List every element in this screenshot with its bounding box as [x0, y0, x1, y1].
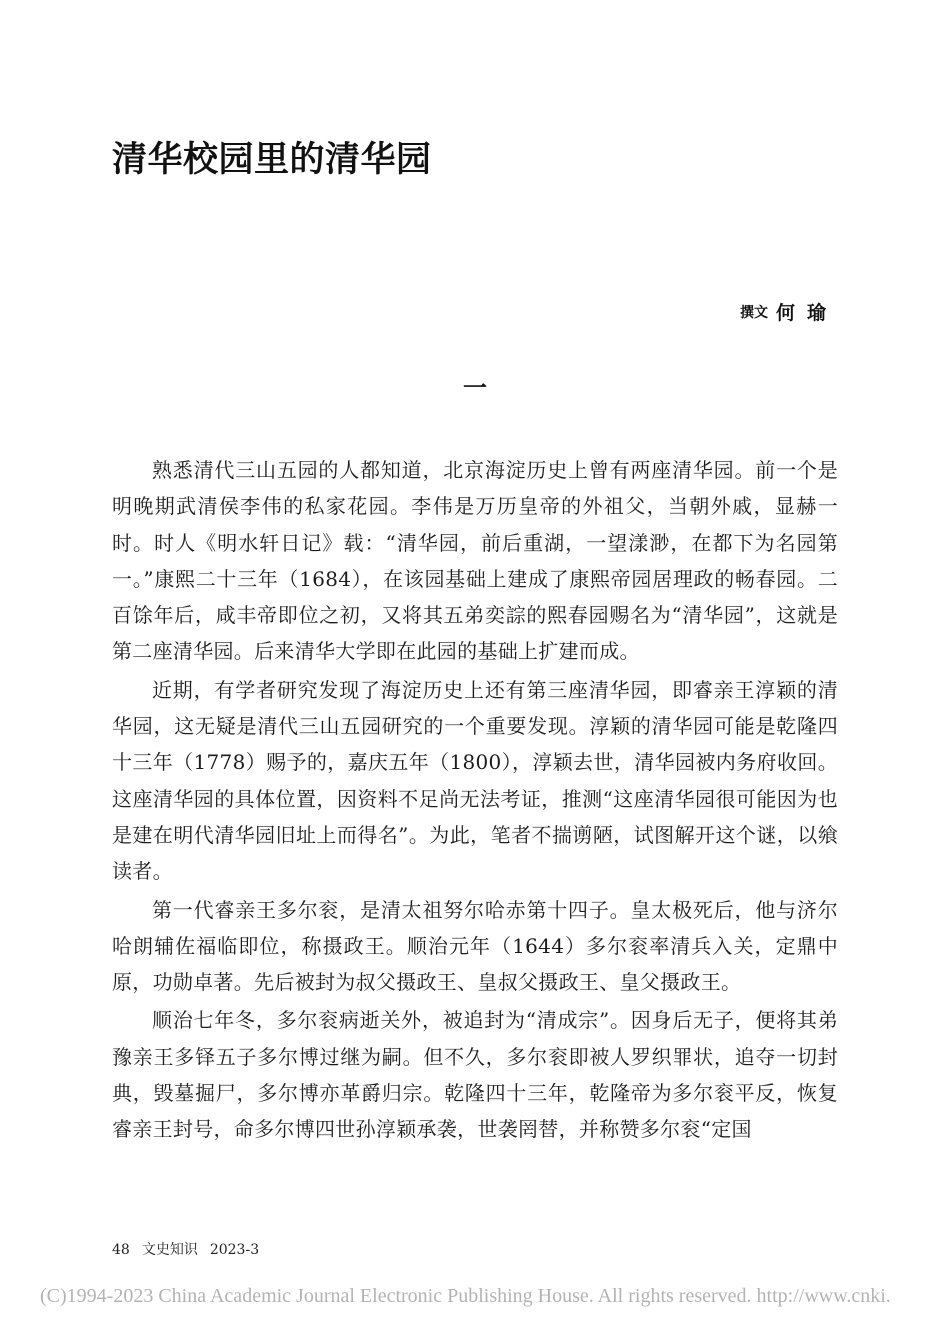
- page-number: 48: [112, 1242, 130, 1258]
- author-name: 何瑜: [775, 302, 838, 324]
- journal-issue: 2023-3: [209, 1242, 260, 1258]
- paragraph: 顺治七年冬，多尔衮病逝关外，被追封为“清成宗”。因身后无子，便将其弟豫亲王多铎五子多尔博过继为嗣。但不久，多尔衮即被人罗织罪状，追夺一切封典，毁墓掘尸，多尔博亦革爵归宗。乾隆四十三年，乾隆帝为多尔衮平反，恢复睿亲王封号，命多尔博四世孙淳颖承袭，世袭罔替，并称赞多尔衮“定国: [112, 1008, 838, 1142]
- byline: [740, 298, 838, 325]
- article-title: 清华校园里的清华园: [112, 140, 432, 180]
- byline-label: 撰文: [739, 304, 768, 321]
- paragraph: 近期，有学者研究发现了海淀历史上还有第三座清华园，即睿亲王淳颖的清华园，这无疑是清代三山五园研究的一个重要发现。淳颖的清华园可能是乾隆四十三年（1778）赐予的，嘉庆五年（1800），淳颖去世，清华园被内务府收回。这座清华园的具体位置，因资料不足尚无法考证，推测“这座清华园很可能因为也是建在明代清华园旧址上而得名”。为此，笔者不揣谫陋，试图解开这个谜，以飨读者。: [112, 677, 838, 884]
- page-footer: [112, 1240, 271, 1260]
- copyright-watermark: (C)1994-2023 China Academic Journal Electronic Publishing House. All rights reserved. http://www.cnki.: [40, 1285, 891, 1307]
- section-number: 一: [463, 374, 487, 402]
- article-body: [112, 452, 838, 1150]
- journal-name: 文史知识: [141, 1242, 198, 1258]
- paragraph: 第一代睿亲王多尔衮，是清太祖努尔哈赤第十四子。皇太极死后，他与济尔哈朗辅佐福临即位，称摄政王。顺治元年（1644）多尔衮率清兵入关，定鼎中原，功勋卓著。先后被封为叔父摄政王、皇叔父摄政王、皇父摄政王。: [112, 897, 838, 995]
- paragraph: 熟悉清代三山五园的人都知道，北京海淀历史上曾有两座清华园。前一个是明晚期武清侯李伟的私家花园。李伟是万历皇帝的外祖父，当朝外戚，显赫一时。时人《明水轩日记》载：“清华园，前后重湖，一望漾渺，在都下为名园第一。”康熙二十三年（1684），在该园基础上建成了康熙帝园居理政的畅春园。二百馀年后，咸丰帝即位之初，又将其五弟奕誴的熙春园赐名为“清华园”，这就是第二座清华园。后来清华大学即在此园的基础上扩建而成。: [112, 458, 838, 664]
